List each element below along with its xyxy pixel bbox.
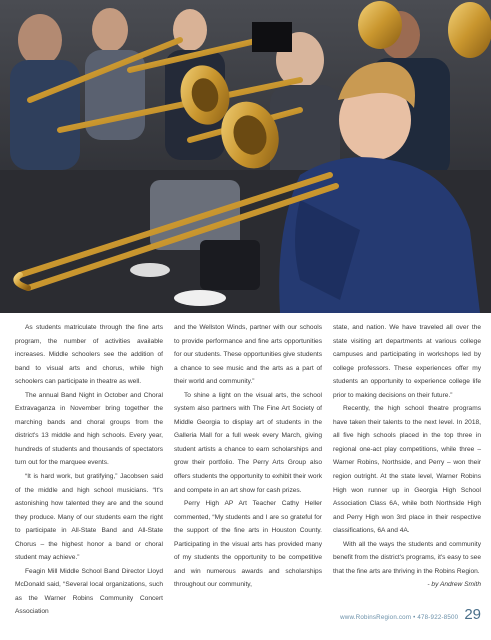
- paragraph: Feagin Mill Middle School Band Director Lloyd McDonald said, “Several local organizations, such as the Warner Robins Community Concert Association: [15, 567, 163, 616]
- byline: - by Andrew Smith: [427, 581, 481, 589]
- hero-photo-trombone-students: [0, 0, 491, 313]
- paragraph: To shine a light on the visual arts, the school system also partners with The Fine Art Society of Middle Georgia to display art of students in the Galleria Mall for a full week every March, giving student artists a chance to earn scholarships and grow their portfolio. The Perry Arts Group also offers students the opportunity to exhibit their work and compete in an art show for cash prizes.: [174, 391, 322, 494]
- article-column-3: [333, 321, 481, 592]
- paragraph: “It is hard work, but gratifying,” Jacobsen said of the middle and high school musicians. “It's astonishing how talented they are and the sound they produce. Many of our students earn the right to participate in All-State Band and All-State Chorus – the highest honor a band or choral student may achieve.”: [15, 473, 163, 562]
- paragraph: Perry High AP Art Teacher Cathy Heller commented, “My students and I are so grateful for the support of the fine arts in Houston County. Participating in the visual arts has provided many of my students the opportunity to be competitive and win numerous awards and scholarships throughout our community,: [174, 500, 322, 589]
- page-footer: [340, 606, 481, 624]
- paragraph: state, and nation. We have traveled all over the state visiting art departments at various college campuses and participating in workshops led by college professors. These experiences offer my students an opportunity to experience college life prior to making decisions on their future.”: [333, 324, 481, 399]
- paragraph: and the Wellston Winds, partner with our schools to provide performance and fine arts opportunities for our students. These opportunities give students a chance to see music and the arts as a part of their world and community.”: [174, 324, 322, 386]
- paragraph: With all the ways the students and community benefit from the district's programs, it's easy to see that the fine arts are thriving in the Robins Region.: [333, 540, 482, 575]
- paragraph: The annual Band Night in October and Choral Extravaganza in November bring together the marching bands and choral groups from the district's 13 middle and high schools. Every year, hundreds of students and thousands of spectators turn out for the marquee events.: [15, 391, 163, 467]
- page-number: 29: [464, 606, 481, 623]
- paragraph: Recently, the high school theatre programs have taken their talents to the next level. In 2018, all five high schools placed in the top three in regional one-act play competitions, while three – Warner Robins, Northside, and Perry – won their region outright. At the state level, Warner Robins High won runner up in Georgia High School Association Class 6A, while both Northside High and Perry High won 3rd place in their respective classifications, 6A and 4A.: [333, 405, 481, 535]
- paragraph: As students matriculate through the fine arts program, the number of activities available increases. Middle schoolers see the addition of band to visual arts and chorus, while high schoolers can participate in theatre as well.: [15, 324, 163, 386]
- article-column-2: [174, 321, 322, 592]
- article-column-1: [15, 321, 163, 619]
- photo-illustration: [0, 0, 491, 313]
- footer-contact-info: www.RobinsRegion.com • 478-922-8500: [340, 614, 459, 621]
